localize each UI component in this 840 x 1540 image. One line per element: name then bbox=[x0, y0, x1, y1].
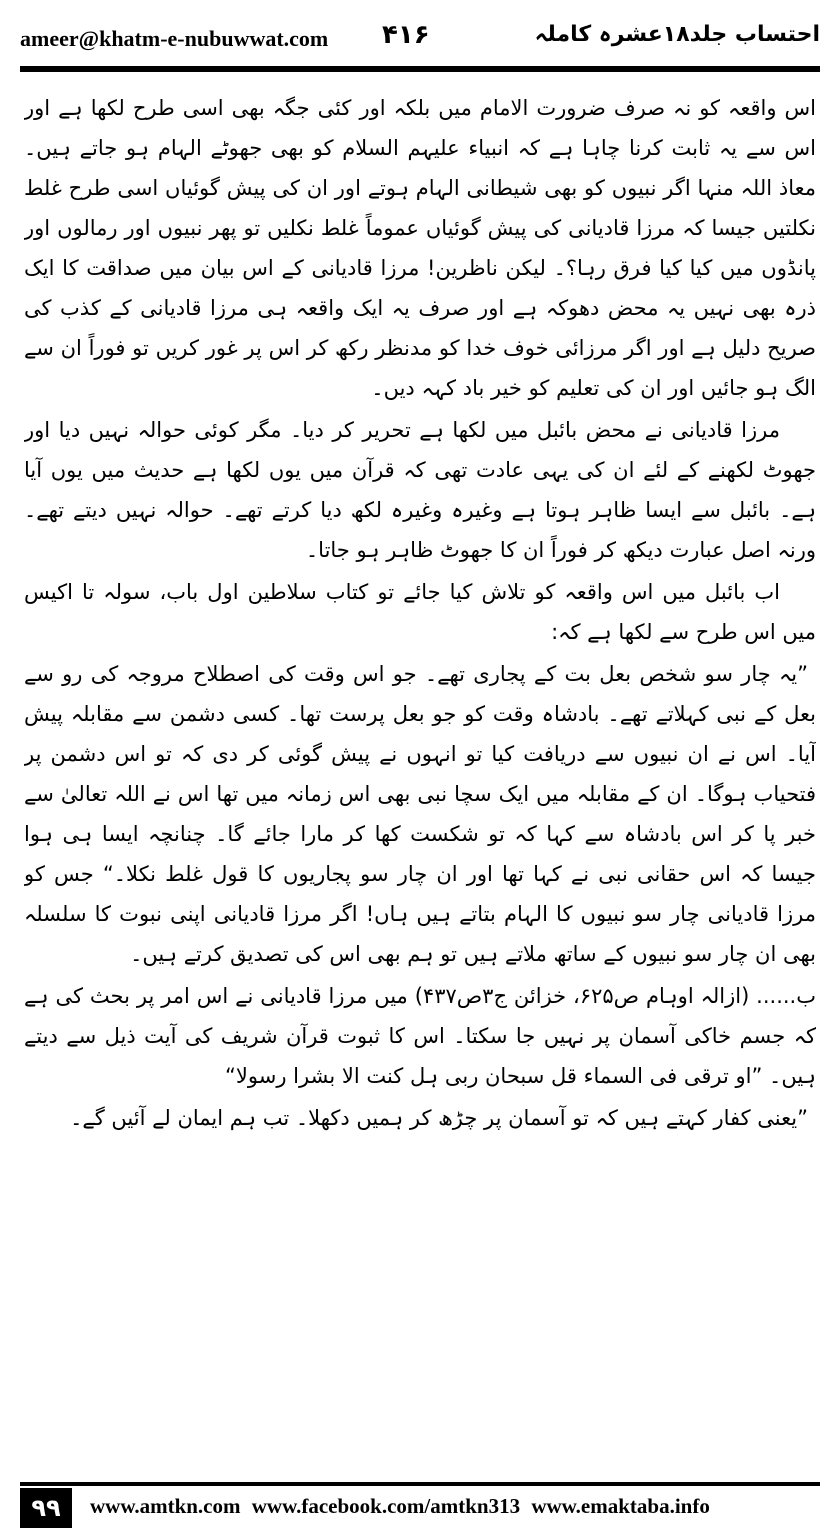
page-body bbox=[24, 88, 816, 1458]
bible-quote-paragraph: ”یہ چار سو شخص بعل بت کے پجاری تھے۔ جو اس وقت کی اصطلاح مروجہ کی رو سے بعل کے نبی کہلاتے تھے۔ بادشاہ وقت کو جو بعل پرست تھا۔ کسی دشمن سے مقابلہ پیش آیا۔ اس نے ان نبیوں سے دریافت کیا تو انہوں نے پیش گوئی کر دی کہ تو اس دشمن پر فتحیاب ہوگا۔ ان کے مقابلہ میں ایک سچا نبی بھی اس زمانہ میں تھا اس نے اللہ تعالیٰ سے خبر پا کر اس بادشاہ سے کہا کہ تو شکست کھا کر مارا جائے گا۔ چنانچہ ایسا ہی ہوا جیسا کہ اس حقانی نبی نے کہا تھا اور ان چار سو پجاریوں کا قول غلط نکلا۔“ جس کو مرزا قادیانی چار سو نبیوں کا الہام بتاتے ہیں ہاں! اگر مرزا قادیانی اپنی نبوت کا سلسلہ بھی ان چار سو نبیوں کے ساتھ ملاتے ہیں تو ہم بھی اس کی تصدیق کرتے ہیں۔ bbox=[24, 662, 816, 966]
footer-link[interactable]: www.emaktaba.info bbox=[531, 1494, 710, 1518]
header-email: ameer@khatm-e-nubuwwat.com bbox=[20, 26, 329, 51]
footer-links bbox=[90, 1494, 820, 1519]
body-paragraph-1: اس واقعہ کو نہ صرف ضرورت الامام میں بلکہ اور کئی جگہ بھی اسی طرح لکھا ہے اور اس سے یہ ثابت کرنا چاہا ہے کہ انبیاء علیہم السلام کو بھی جھوٹے الہام ہو جاتے ہیں۔ معاذ اللہ منہا اگر نبیوں کو بھی شیطانی الہام ہوتے اور ان کی پیش گوئیاں اسی طرح غلط نکلتیں جیسا کہ مرزا قادیانی کی پیش گوئیاں عموماً غلط نکلیں تو پھر نبیوں اور رمالوں اور پانڈوں میں کیا کیا فرق رہا؟۔ لیکن ناظرین! مرزا قادیانی کے اس بیان میں صداقت کا ایک ذرہ بھی نہیں یہ محض دھوکہ ہے اور صرف یہ ایک واقعہ ہی مرزا قادیانی کے کذب کی صریح دلیل ہے اور اگر مرزائی خوف خدا کو مدنظر رکھ کر اس پر غور کریں تو فوراً ان سے الگ ہو جائیں اور ان کی تعلیم کو خیر باد کہہ دیں۔ bbox=[24, 96, 816, 400]
page-header bbox=[20, 18, 820, 64]
body-paragraph-3: اب بائبل میں اس واقعہ کو تلاش کیا جائے تو کتاب سلاطین اول باب، سولہ تا اکیس میں اس طرح سے لکھا ہے کہ: bbox=[24, 580, 816, 644]
footer-link[interactable]: www.amtkn.com bbox=[90, 1494, 241, 1518]
body-paragraph-6: ”یعنی کفار کہتے ہیں کہ تو آسمان پر چڑھ کر ہمیں دکھلا۔ تب ہم ایمان لے آئیں گے۔ bbox=[70, 1106, 808, 1130]
footer-page-number: ۹۹ bbox=[20, 1488, 72, 1528]
header-page-number: ۴۱۶ bbox=[382, 20, 430, 50]
header-book-title: احتساب جلد۱۸عشرہ کاملہ bbox=[534, 22, 820, 47]
footer-divider bbox=[20, 1482, 820, 1486]
body-paragraph-2: مرزا قادیانی نے محض بائبل میں لکھا ہے تحریر کر دیا۔ مگر کوئی حوالہ نہیں دیا اور جھوٹ لکھنے کے لئے ان کی یہی عادت تھی کہ قرآن میں یوں لکھا ہے حدیث میں یوں آیا ہے۔ بائبل سے ایسا ظاہر ہوتا ہے وغیرہ وغیرہ لکھ دیا کرتے تھے۔ حوالہ نہیں دیتے تھے۔ ورنہ اصل عبارت دیکھ کر فوراً ان کا جھوٹ ظاہر ہو جاتا۔ bbox=[24, 418, 816, 562]
footer-link[interactable]: www.facebook.com/amtkn313 bbox=[251, 1494, 521, 1518]
body-paragraph-5: ب...... (ازالہ اوہام ص۶۲۵، خزائن ج۳ص۴۳۷) میں مرزا قادیانی نے اس امر پر بحث کی ہے کہ جسم خاکی آسمان پر نہیں جا سکتا۔ اس کا ثبوت قرآن شریف کی آیت ذیل سے دیتے ہیں۔ ”او ترقی فی السماء قل سبحان ربی ہل کنت الا بشرا رسولا“ bbox=[24, 984, 816, 1088]
header-divider bbox=[20, 66, 820, 72]
